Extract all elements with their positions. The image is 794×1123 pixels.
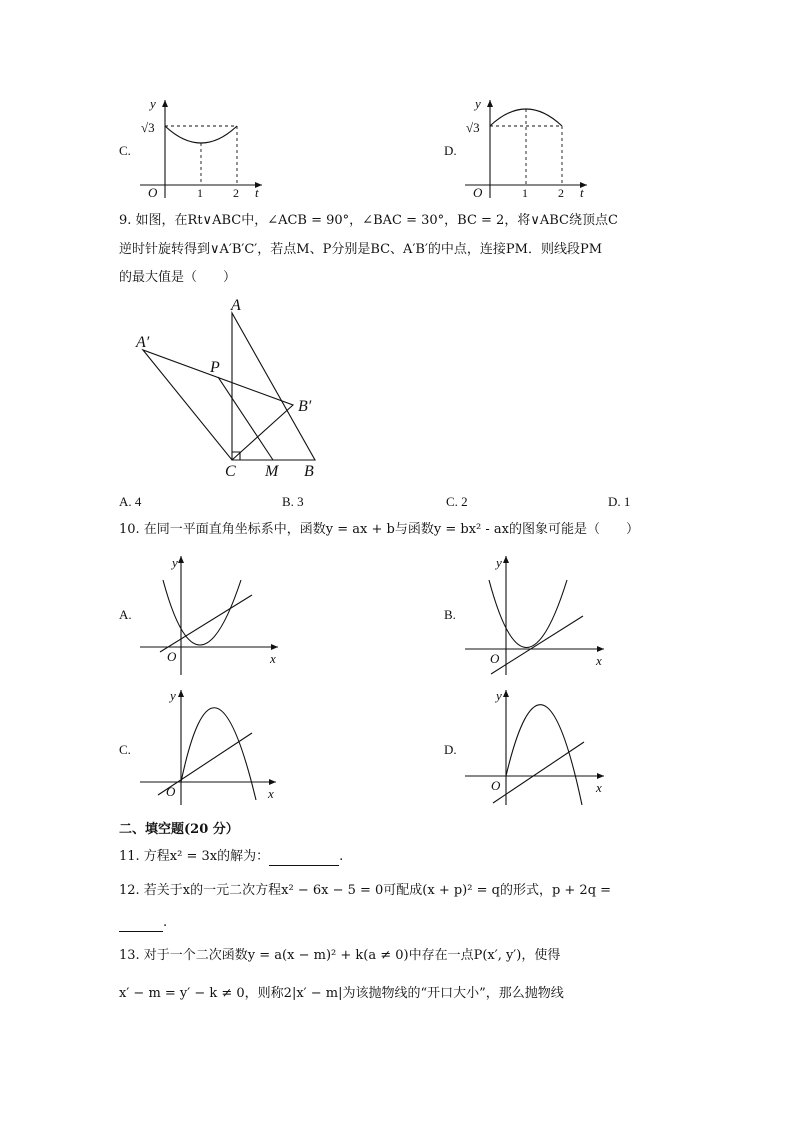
q8d-tick-1: 1 — [522, 186, 528, 200]
q8c-origin-label: O — [148, 185, 158, 200]
q11-end: . — [339, 849, 344, 864]
svg-text:y: y — [172, 555, 178, 570]
q13-line-1: 13. 对于一个二次函数y = a(x − m)² + k(a ≠ 0)中存在一点P(x′, y′)，使得 — [119, 948, 561, 963]
q8d-tick-2: 2 — [558, 186, 564, 200]
q8c-y-label: y — [150, 96, 156, 111]
svg-text:x: x — [596, 780, 602, 795]
point-c-label: C — [225, 463, 236, 480]
q8d-t-label: t — [580, 185, 584, 200]
q9-option-a[interactable]: A. 4 — [119, 494, 142, 509]
q8-option-d-label: D. — [444, 143, 457, 158]
q10-line-1: 10. 在同一平面直角坐标系中，函数y = ax + b与函数y = bx² - ax的图象可能是（ ） — [119, 522, 639, 537]
q11-line — [119, 848, 343, 866]
q9-line-1: 9. 如图，在Rt∨ABC中，∠ACB = 90°，∠BAC = 30°，BC = 2，将∨ABC绕顶点C — [119, 213, 618, 228]
q10-option-d-label[interactable]: D. — [444, 742, 457, 757]
q13-line-2: x′ − m = y′ − k ≠ 0，则称2|x′ − m|为该抛物线的“开口大小”，那么抛物线 — [119, 986, 564, 1001]
svg-text:O: O — [491, 778, 501, 793]
q8d-origin-label: O — [473, 185, 483, 200]
q10-option-c-label[interactable]: C. — [119, 742, 131, 757]
q8c-t-label: t — [255, 185, 259, 200]
q8d-sqrt3-label: √3 — [466, 120, 480, 135]
q9-option-c[interactable]: C. 2 — [446, 494, 468, 509]
point-m-label: M — [265, 463, 279, 480]
q12-answer-blank[interactable] — [119, 917, 163, 932]
q12-line-2 — [119, 914, 167, 932]
q9-line-2: 逆时针旋转得到∨A′B′C′，若点M、P分别是BC、A′B′的中点，连接PM．则线段PM — [119, 242, 603, 257]
q8c-sqrt3-label: √3 — [141, 120, 155, 135]
point-b-label: B — [304, 463, 314, 480]
q9-option-b[interactable]: B. 3 — [282, 494, 304, 509]
point-a-label: A — [231, 297, 241, 314]
svg-text:O: O — [167, 649, 177, 664]
q8c-tick-2: 2 — [233, 186, 239, 200]
section-2-title: 二、填空题(20 分） — [119, 822, 239, 837]
q8d-y-label: y — [475, 96, 481, 111]
svg-text:y: y — [170, 688, 176, 703]
q8c-tick-1: 1 — [197, 186, 203, 200]
q8-option-c-label: C. — [119, 143, 131, 158]
point-a-prime-label: A′ — [136, 334, 150, 351]
q9-option-d[interactable]: D. 1 — [608, 494, 631, 509]
q11-answer-blank[interactable] — [269, 851, 339, 866]
q12-line-1: 12. 若关于x的一元二次方程x² − 6x − 5 = 0可配成(x + p)² = q的形式，p + 2q = — [119, 883, 612, 898]
svg-text:y: y — [496, 555, 502, 570]
point-b-prime-label: B′ — [298, 398, 312, 415]
svg-text:x: x — [270, 651, 276, 666]
q10-option-a-label[interactable]: A. — [119, 607, 132, 622]
svg-text:O: O — [166, 784, 176, 799]
svg-text:x: x — [596, 653, 602, 668]
svg-text:x: x — [268, 786, 274, 801]
q9-line-3: 的最大值是（ ） — [119, 270, 237, 285]
svg-text:O: O — [490, 651, 500, 666]
q10-option-b-label[interactable]: B. — [444, 607, 456, 622]
svg-text:y: y — [496, 688, 502, 703]
q11-text: 11. 方程x² = 3x的解为： — [119, 849, 270, 864]
point-p-label: P — [210, 359, 220, 376]
q12-end: . — [163, 915, 168, 930]
